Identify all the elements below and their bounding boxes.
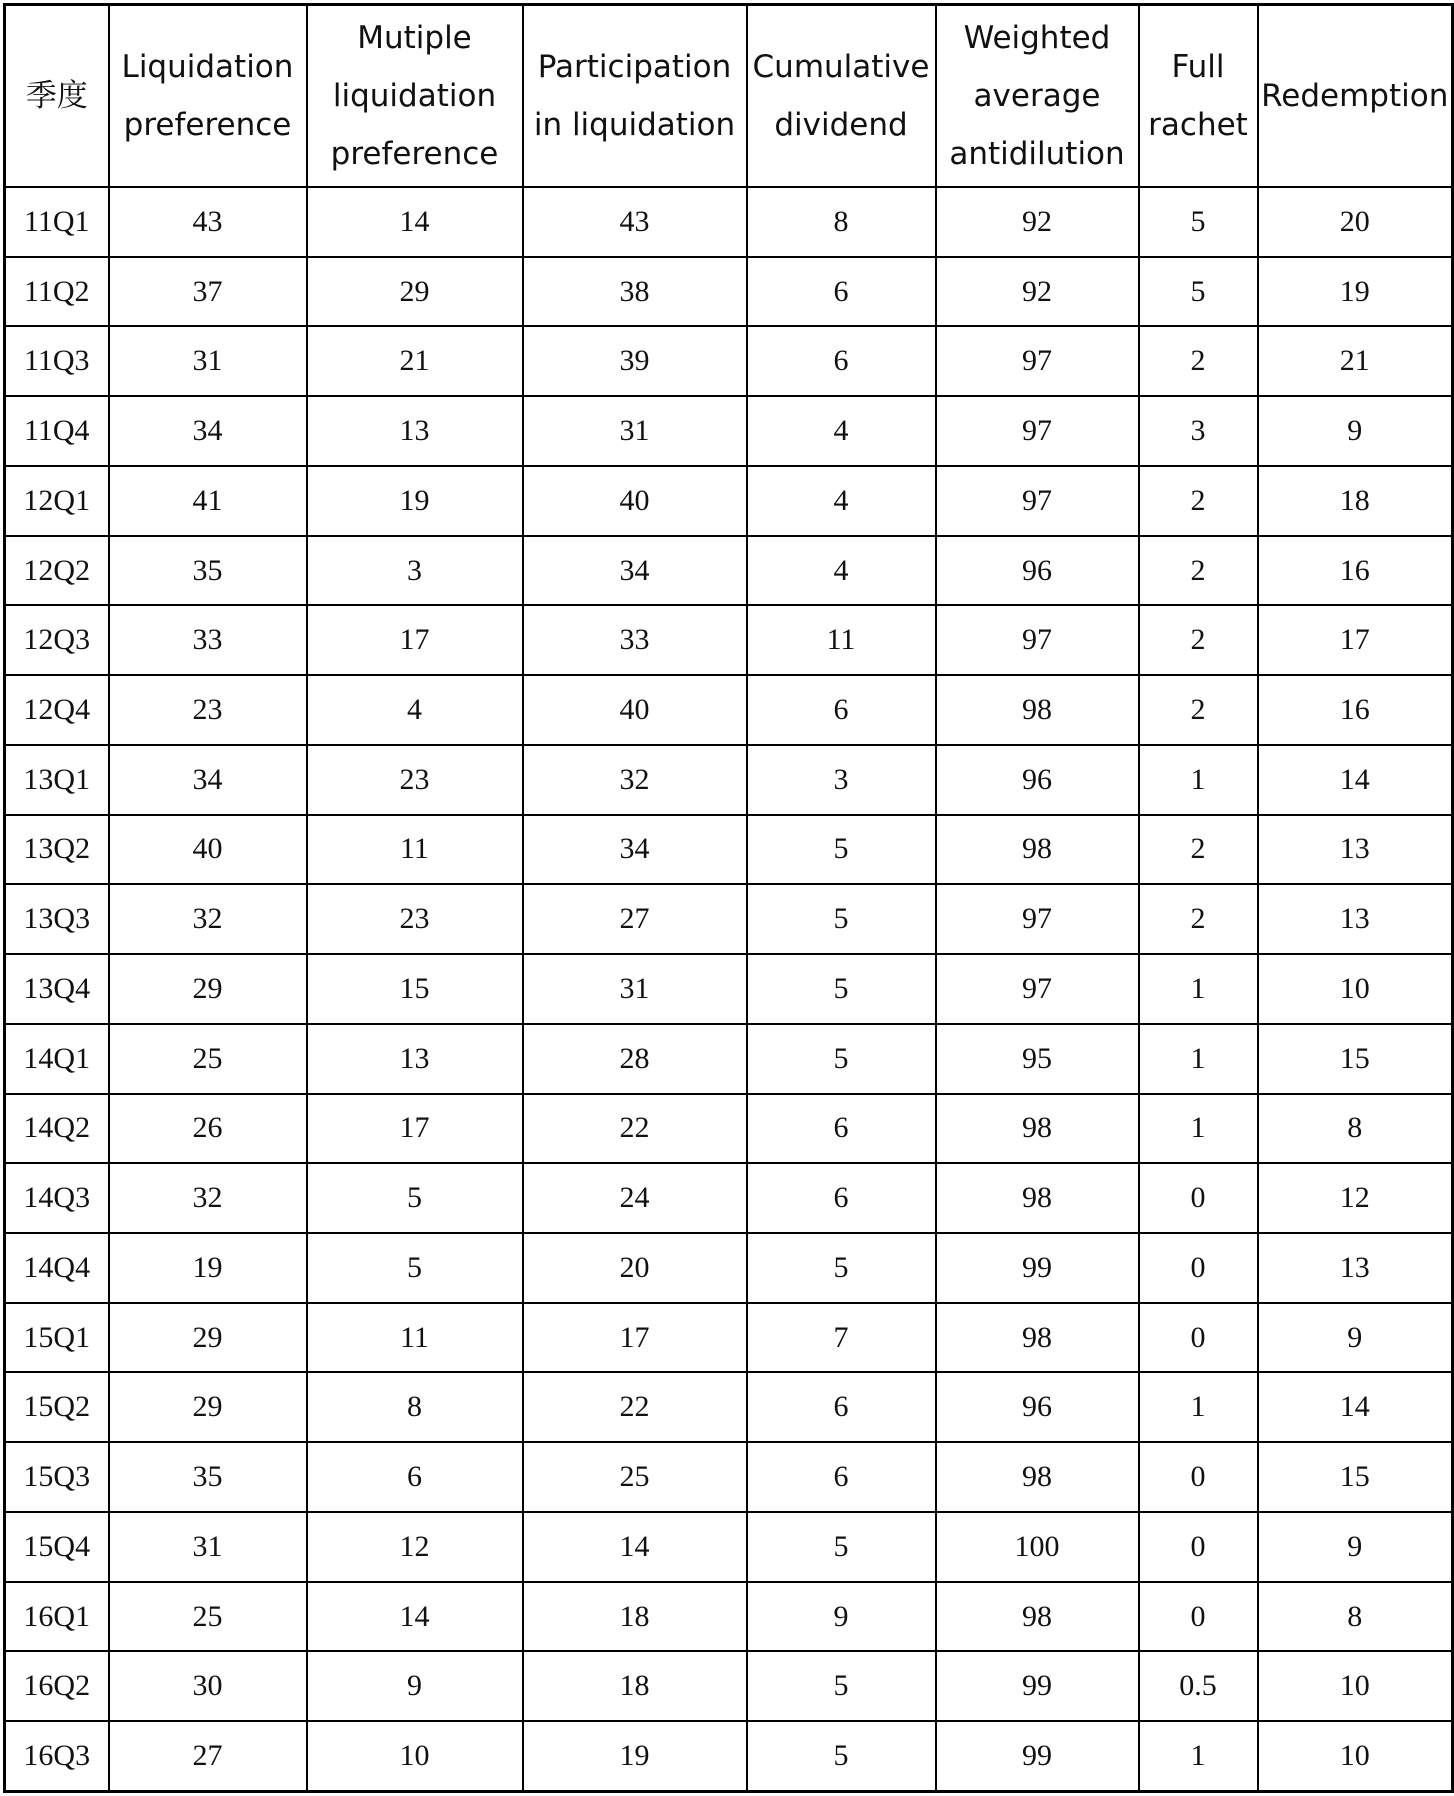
value-cell: 1 — [1139, 1094, 1258, 1164]
value-cell: 31 — [109, 1512, 307, 1582]
value-cell: 29 — [109, 1372, 307, 1442]
value-cell: 19 — [1258, 257, 1453, 327]
value-cell: 25 — [109, 1582, 307, 1652]
value-cell: 5 — [747, 884, 936, 954]
value-cell: 40 — [109, 815, 307, 885]
value-cell: 18 — [1258, 466, 1453, 536]
value-cell: 97 — [936, 466, 1139, 536]
value-cell: 10 — [307, 1721, 523, 1791]
value-cell: 29 — [109, 1303, 307, 1373]
value-cell: 5 — [307, 1163, 523, 1233]
value-cell: 9 — [307, 1651, 523, 1721]
value-cell: 41 — [109, 466, 307, 536]
value-cell: 34 — [523, 536, 747, 606]
value-cell: 3 — [747, 745, 936, 815]
value-cell: 2 — [1139, 466, 1258, 536]
value-cell: 27 — [523, 884, 747, 954]
value-cell: 20 — [523, 1233, 747, 1303]
value-cell: 15 — [1258, 1442, 1453, 1512]
value-cell: 1 — [1139, 954, 1258, 1024]
table-row — [5, 815, 1453, 885]
value-cell: 16 — [1258, 536, 1453, 606]
column-header: Liquidation preference — [109, 5, 307, 188]
column-header: Participation in liquidation — [523, 5, 747, 188]
value-cell: 92 — [936, 187, 1139, 257]
value-cell: 98 — [936, 1442, 1139, 1512]
value-cell: 6 — [747, 326, 936, 396]
value-cell: 11 — [307, 1303, 523, 1373]
value-cell: 31 — [109, 326, 307, 396]
table-row — [5, 396, 1453, 466]
value-cell: 97 — [936, 605, 1139, 675]
value-cell: 27 — [109, 1721, 307, 1791]
value-cell: 99 — [936, 1233, 1139, 1303]
value-cell: 18 — [523, 1651, 747, 1721]
value-cell: 4 — [747, 536, 936, 606]
value-cell: 35 — [109, 536, 307, 606]
value-cell: 12 — [307, 1512, 523, 1582]
value-cell: 2 — [1139, 326, 1258, 396]
table-row — [5, 326, 1453, 396]
value-cell: 43 — [109, 187, 307, 257]
value-cell: 22 — [523, 1372, 747, 1442]
quarter-cell: 12Q2 — [5, 536, 109, 606]
table-row — [5, 1372, 1453, 1442]
value-cell: 8 — [1258, 1582, 1453, 1652]
value-cell: 0 — [1139, 1303, 1258, 1373]
value-cell: 2 — [1139, 815, 1258, 885]
table-row — [5, 1024, 1453, 1094]
quarter-cell: 15Q3 — [5, 1442, 109, 1512]
table-row — [5, 675, 1453, 745]
quarter-cell: 13Q1 — [5, 745, 109, 815]
value-cell: 19 — [307, 466, 523, 536]
quarter-cell: 14Q1 — [5, 1024, 109, 1094]
value-cell: 98 — [936, 1582, 1139, 1652]
value-cell: 0 — [1139, 1512, 1258, 1582]
value-cell: 17 — [307, 605, 523, 675]
value-cell: 31 — [523, 954, 747, 1024]
value-cell: 100 — [936, 1512, 1139, 1582]
value-cell: 6 — [747, 1163, 936, 1233]
value-cell: 43 — [523, 187, 747, 257]
value-cell: 26 — [109, 1094, 307, 1164]
value-cell: 13 — [1258, 1233, 1453, 1303]
column-header: 季度 — [5, 5, 109, 188]
value-cell: 8 — [1258, 1094, 1453, 1164]
value-cell: 28 — [523, 1024, 747, 1094]
value-cell: 10 — [1258, 1721, 1453, 1791]
value-cell: 0 — [1139, 1163, 1258, 1233]
value-cell: 24 — [523, 1163, 747, 1233]
quarter-cell: 12Q4 — [5, 675, 109, 745]
quarter-cell: 12Q3 — [5, 605, 109, 675]
value-cell: 3 — [307, 536, 523, 606]
value-cell: 23 — [109, 675, 307, 745]
value-cell: 5 — [747, 1721, 936, 1791]
value-cell: 30 — [109, 1651, 307, 1721]
table-row — [5, 187, 1453, 257]
value-cell: 7 — [747, 1303, 936, 1373]
value-cell: 2 — [1139, 605, 1258, 675]
value-cell: 29 — [307, 257, 523, 327]
quarter-cell: 13Q4 — [5, 954, 109, 1024]
table-row — [5, 1163, 1453, 1233]
quarter-cell: 12Q1 — [5, 466, 109, 536]
value-cell: 0.5 — [1139, 1651, 1258, 1721]
value-cell: 98 — [936, 815, 1139, 885]
value-cell: 33 — [523, 605, 747, 675]
quarter-cell: 11Q1 — [5, 187, 109, 257]
value-cell: 2 — [1139, 675, 1258, 745]
value-cell: 25 — [523, 1442, 747, 1512]
value-cell: 23 — [307, 745, 523, 815]
value-cell: 39 — [523, 326, 747, 396]
quarter-cell: 15Q2 — [5, 1372, 109, 1442]
table-row — [5, 1512, 1453, 1582]
column-header: Full rachet — [1139, 5, 1258, 188]
value-cell: 14 — [307, 187, 523, 257]
value-cell: 14 — [1258, 1372, 1453, 1442]
value-cell: 14 — [307, 1582, 523, 1652]
value-cell: 21 — [1258, 326, 1453, 396]
value-cell: 5 — [747, 815, 936, 885]
value-cell: 8 — [307, 1372, 523, 1442]
value-cell: 9 — [747, 1582, 936, 1652]
table-row — [5, 1582, 1453, 1652]
column-header: Mutiple liquidation preference — [307, 5, 523, 188]
value-cell: 97 — [936, 954, 1139, 1024]
quarter-cell: 15Q4 — [5, 1512, 109, 1582]
value-cell: 1 — [1139, 1721, 1258, 1791]
value-cell: 6 — [747, 1442, 936, 1512]
value-cell: 98 — [936, 1163, 1139, 1233]
value-cell: 6 — [307, 1442, 523, 1512]
value-cell: 5 — [747, 1233, 936, 1303]
table-row — [5, 1721, 1453, 1791]
value-cell: 99 — [936, 1651, 1139, 1721]
value-cell: 16 — [1258, 675, 1453, 745]
value-cell: 18 — [523, 1582, 747, 1652]
value-cell: 6 — [747, 1372, 936, 1442]
quarter-cell: 11Q3 — [5, 326, 109, 396]
value-cell: 34 — [109, 396, 307, 466]
value-cell: 5 — [747, 1024, 936, 1094]
value-cell: 20 — [1258, 187, 1453, 257]
value-cell: 1 — [1139, 1024, 1258, 1094]
value-cell: 9 — [1258, 1303, 1453, 1373]
value-cell: 1 — [1139, 1372, 1258, 1442]
value-cell: 0 — [1139, 1442, 1258, 1512]
value-cell: 95 — [936, 1024, 1139, 1094]
value-cell: 4 — [747, 396, 936, 466]
value-cell: 34 — [523, 815, 747, 885]
header-row — [5, 5, 1453, 188]
value-cell: 14 — [1258, 745, 1453, 815]
value-cell: 32 — [109, 1163, 307, 1233]
value-cell: 5 — [1139, 187, 1258, 257]
value-cell: 12 — [1258, 1163, 1453, 1233]
value-cell: 13 — [307, 1024, 523, 1094]
value-cell: 10 — [1258, 954, 1453, 1024]
table-row — [5, 605, 1453, 675]
quarter-cell: 13Q3 — [5, 884, 109, 954]
value-cell: 5 — [747, 954, 936, 1024]
table-row — [5, 1233, 1453, 1303]
value-cell: 34 — [109, 745, 307, 815]
value-cell: 98 — [936, 1303, 1139, 1373]
value-cell: 35 — [109, 1442, 307, 1512]
value-cell: 97 — [936, 326, 1139, 396]
value-cell: 15 — [1258, 1024, 1453, 1094]
value-cell: 40 — [523, 675, 747, 745]
value-cell: 25 — [109, 1024, 307, 1094]
quarter-cell: 11Q2 — [5, 257, 109, 327]
quarter-cell: 15Q1 — [5, 1303, 109, 1373]
table-body — [5, 187, 1453, 1792]
table-row — [5, 1094, 1453, 1164]
value-cell: 40 — [523, 466, 747, 536]
value-cell: 0 — [1139, 1582, 1258, 1652]
value-cell: 33 — [109, 605, 307, 675]
value-cell: 19 — [523, 1721, 747, 1791]
value-cell: 0 — [1139, 1233, 1258, 1303]
value-cell: 9 — [1258, 396, 1453, 466]
value-cell: 5 — [307, 1233, 523, 1303]
value-cell: 13 — [1258, 815, 1453, 885]
column-header: Cumulative dividend — [747, 5, 936, 188]
quarter-cell: 13Q2 — [5, 815, 109, 885]
value-cell: 96 — [936, 745, 1139, 815]
value-cell: 92 — [936, 257, 1139, 327]
value-cell: 8 — [747, 187, 936, 257]
table-row — [5, 257, 1453, 327]
value-cell: 4 — [307, 675, 523, 745]
value-cell: 19 — [109, 1233, 307, 1303]
quarter-cell: 11Q4 — [5, 396, 109, 466]
column-header: Weighted average antidilution — [936, 5, 1139, 188]
value-cell: 99 — [936, 1721, 1139, 1791]
table-row — [5, 466, 1453, 536]
value-cell: 13 — [1258, 884, 1453, 954]
column-header: Redemption — [1258, 5, 1453, 188]
value-cell: 4 — [747, 466, 936, 536]
value-cell: 2 — [1139, 884, 1258, 954]
value-cell: 9 — [1258, 1512, 1453, 1582]
value-cell: 98 — [936, 1094, 1139, 1164]
value-cell: 97 — [936, 884, 1139, 954]
table-row — [5, 536, 1453, 606]
value-cell: 38 — [523, 257, 747, 327]
value-cell: 21 — [307, 326, 523, 396]
value-cell: 32 — [109, 884, 307, 954]
data-table — [3, 3, 1454, 1793]
value-cell: 22 — [523, 1094, 747, 1164]
value-cell: 5 — [747, 1512, 936, 1582]
value-cell: 10 — [1258, 1651, 1453, 1721]
value-cell: 98 — [936, 675, 1139, 745]
table-row — [5, 1303, 1453, 1373]
value-cell: 6 — [747, 257, 936, 327]
value-cell: 3 — [1139, 396, 1258, 466]
quarter-cell: 16Q1 — [5, 1582, 109, 1652]
table-header — [5, 5, 1453, 188]
table-row — [5, 745, 1453, 815]
value-cell: 96 — [936, 536, 1139, 606]
table-row — [5, 884, 1453, 954]
table-row — [5, 1442, 1453, 1512]
quarter-cell: 14Q4 — [5, 1233, 109, 1303]
value-cell: 1 — [1139, 745, 1258, 815]
value-cell: 29 — [109, 954, 307, 1024]
quarter-cell: 16Q2 — [5, 1651, 109, 1721]
table-row — [5, 1651, 1453, 1721]
value-cell: 97 — [936, 396, 1139, 466]
value-cell: 37 — [109, 257, 307, 327]
value-cell: 32 — [523, 745, 747, 815]
value-cell: 23 — [307, 884, 523, 954]
value-cell: 13 — [307, 396, 523, 466]
value-cell: 6 — [747, 1094, 936, 1164]
quarter-cell: 16Q3 — [5, 1721, 109, 1791]
quarter-cell: 14Q3 — [5, 1163, 109, 1233]
value-cell: 5 — [747, 1651, 936, 1721]
table-row — [5, 954, 1453, 1024]
value-cell: 6 — [747, 675, 936, 745]
value-cell: 15 — [307, 954, 523, 1024]
value-cell: 96 — [936, 1372, 1139, 1442]
value-cell: 17 — [523, 1303, 747, 1373]
value-cell: 5 — [1139, 257, 1258, 327]
value-cell: 31 — [523, 396, 747, 466]
value-cell: 2 — [1139, 536, 1258, 606]
value-cell: 11 — [747, 605, 936, 675]
value-cell: 17 — [1258, 605, 1453, 675]
value-cell: 11 — [307, 815, 523, 885]
value-cell: 17 — [307, 1094, 523, 1164]
quarter-cell: 14Q2 — [5, 1094, 109, 1164]
value-cell: 14 — [523, 1512, 747, 1582]
